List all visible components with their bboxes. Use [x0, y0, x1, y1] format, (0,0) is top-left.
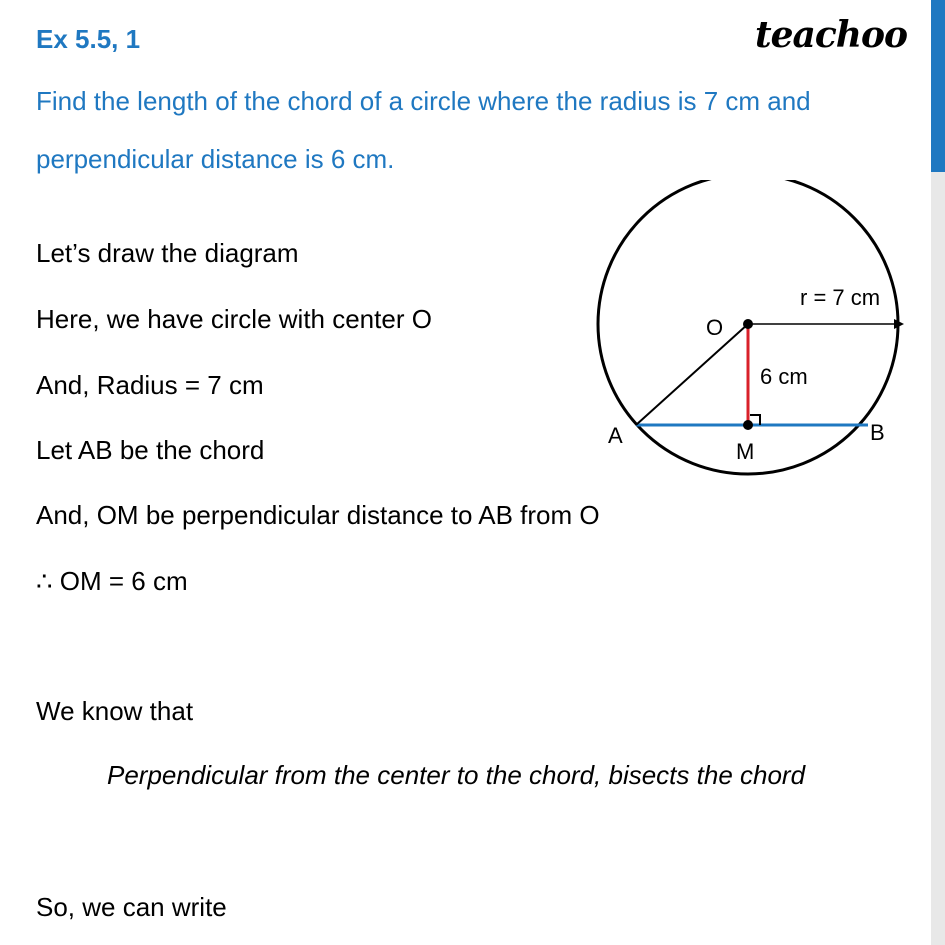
radius-label: r = 7 cm — [800, 285, 881, 310]
solution-line: Let’s draw the diagram — [36, 238, 299, 268]
scrollbar-thumb[interactable] — [931, 0, 945, 172]
solution-line: So, we can write — [36, 892, 227, 922]
solution-line: And, OM be perpendicular distance to AB from O — [36, 500, 600, 530]
label-m: M — [736, 439, 755, 464]
center-point-o — [743, 319, 753, 329]
label-b: B — [870, 420, 885, 445]
solution-line: We know that — [36, 696, 194, 726]
exercise-title: Ex 5.5, 1 — [36, 24, 141, 54]
point-m — [743, 420, 753, 430]
label-o: O — [706, 315, 724, 340]
question-line-2: perpendicular distance is 6 cm. — [36, 144, 395, 174]
label-a: A — [608, 423, 623, 448]
solution-line: Here, we have circle with center O — [36, 304, 432, 334]
theorem-statement: Perpendicular from the center to the chord, bisects the chord — [107, 760, 806, 790]
distance-label: 6 cm — [760, 364, 808, 389]
circle-diagram — [570, 180, 920, 490]
solution-line: Let AB be the chord — [36, 435, 265, 465]
question-line-1: Find the length of the chord of a circle where the radius is 7 cm and — [36, 86, 811, 116]
brand-logo: teachoo — [755, 14, 907, 56]
solution-line: And, Radius = 7 cm — [36, 370, 264, 400]
radius-oa — [636, 324, 748, 425]
solution-line: ∴ OM = 6 cm — [36, 566, 188, 596]
